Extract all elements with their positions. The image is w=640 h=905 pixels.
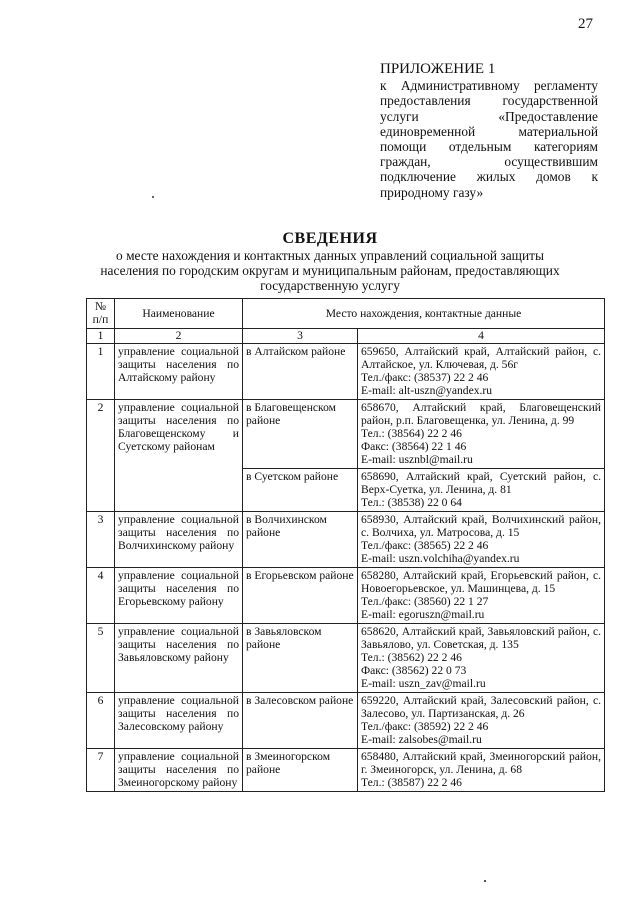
office-contact: 658620, Алтайский край, Завьяловский район, с. Завьялово, ул. Советская, д. 135 Тел.: (38562) 22 2 46 Факс: (38562) 22 0 73 E-mail: uszn_zav@mail.ru bbox=[358, 624, 605, 693]
office-district: в Алтайском районе bbox=[243, 344, 358, 400]
table-header-row bbox=[87, 299, 605, 329]
header-num: № п/п bbox=[87, 299, 115, 329]
table-row bbox=[87, 568, 605, 624]
appendix-text: к Административному регламенту предоставления государственной услуги «Предоставление единовременной материальной помощи отдельным категориям граждан, осуществившим подключение жилых домов к природному газу» bbox=[380, 78, 598, 200]
office-contact: 659220, Алтайский край, Залесовский район, с. Залесово, ул. Партизанская, д. 26 Тел./факс: (38592) 22 2 46 E-mail: zalsobes@mail.ru bbox=[358, 693, 605, 749]
office-contact: 658480, Алтайский край, Змеиногорский район, г. Змеиногорск, ул. Ленина, д. 68 Тел.: (38587) 22 2 46 bbox=[358, 749, 605, 792]
appendix-title: ПРИЛОЖЕНИЕ 1 bbox=[380, 61, 496, 77]
office-contact: 659650, Алтайский край, Алтайский район, с. Алтайское, ул. Ключевая, д. 56г Тел./факс: (38537) 22 2 46 E-mail: alt-uszn@yandex.ru bbox=[358, 344, 605, 400]
table-row bbox=[87, 512, 605, 568]
column-index: 3 bbox=[243, 329, 358, 344]
row-number: 5 bbox=[87, 624, 115, 693]
office-name: управление социальной защиты населения по Змеиногорскому району bbox=[115, 749, 243, 792]
document-title: СВЕДЕНИЯ bbox=[282, 230, 378, 247]
row-number: 1 bbox=[87, 344, 115, 400]
table-row bbox=[87, 400, 605, 469]
office-name: управление социальной защиты населения по Благовещенскому и Суетскому районам bbox=[115, 400, 243, 512]
row-number: 3 bbox=[87, 512, 115, 568]
header-location: Место нахождения, контактные данные bbox=[243, 299, 605, 329]
column-index: 2 bbox=[115, 329, 243, 344]
scan-speck bbox=[152, 196, 154, 198]
header-name: Наименование bbox=[115, 299, 243, 329]
document-heading bbox=[100, 230, 560, 293]
office-contact: 658690, Алтайский край, Суетский район, с. Верх-Суетка, ул. Ленина, д. 81 Тел.: (38538) 22 0 64 bbox=[358, 469, 605, 512]
office-district: в Змеиногорском районе bbox=[243, 749, 358, 792]
office-district: в Егорьевском районе bbox=[243, 568, 358, 624]
row-number: 6 bbox=[87, 693, 115, 749]
table-row bbox=[87, 344, 605, 400]
office-contact: 658670, Алтайский край, Благовещенский район, р.п. Благовещенка, ул. Ленина, д. 99 Тел.: (38564) 22 2 46 Факс: (38564) 22 1 46 E-mail: usznbl@mail.ru bbox=[358, 400, 605, 469]
page-number: 27 bbox=[578, 16, 593, 32]
office-contact: 658930, Алтайский край, Волчихинский район, с. Волчиха, ул. Матросова, д. 15 Тел./факс: (38565) 22 2 46 E-mail: uszn.volchiha@yandex.ru bbox=[358, 512, 605, 568]
table-row bbox=[87, 749, 605, 792]
column-index-row bbox=[87, 329, 605, 344]
scan-speck bbox=[484, 880, 486, 882]
office-name: управление социальной защиты населения по Алтайскому району bbox=[115, 344, 243, 400]
office-contact: 658280, Алтайский край, Егорьевский район, с. Новоегорьевское, ул. Машинцева, д. 15 Тел./факс: (38560) 22 1 27 E-mail: egoruszn@mail.ru bbox=[358, 568, 605, 624]
document-subtitle: о месте нахождения и контактных данных управлений социальной защиты населения по городским округам и муниципальным районам, предоставляющих государственную услугу bbox=[100, 248, 560, 293]
row-number: 2 bbox=[87, 400, 115, 512]
office-district: в Волчихинском районе bbox=[243, 512, 358, 568]
office-name: управление социальной защиты населения по Завьяловскому району bbox=[115, 624, 243, 693]
offices-table bbox=[86, 298, 605, 792]
office-district: в Суетском районе bbox=[243, 469, 358, 512]
column-index: 1 bbox=[87, 329, 115, 344]
office-name: управление социальной защиты населения по Егорьевскому району bbox=[115, 568, 243, 624]
table-row bbox=[87, 693, 605, 749]
appendix-block bbox=[380, 62, 598, 200]
row-number: 7 bbox=[87, 749, 115, 792]
table-row bbox=[87, 624, 605, 693]
office-district: в Благовещенском районе bbox=[243, 400, 358, 469]
office-district: в Завьяловском районе bbox=[243, 624, 358, 693]
column-index: 4 bbox=[358, 329, 605, 344]
office-name: управление социальной защиты населения по Волчихинскому району bbox=[115, 512, 243, 568]
row-number: 4 bbox=[87, 568, 115, 624]
office-name: управление социальной защиты населения по Залесовскому району bbox=[115, 693, 243, 749]
office-district: в Залесовском районе bbox=[243, 693, 358, 749]
